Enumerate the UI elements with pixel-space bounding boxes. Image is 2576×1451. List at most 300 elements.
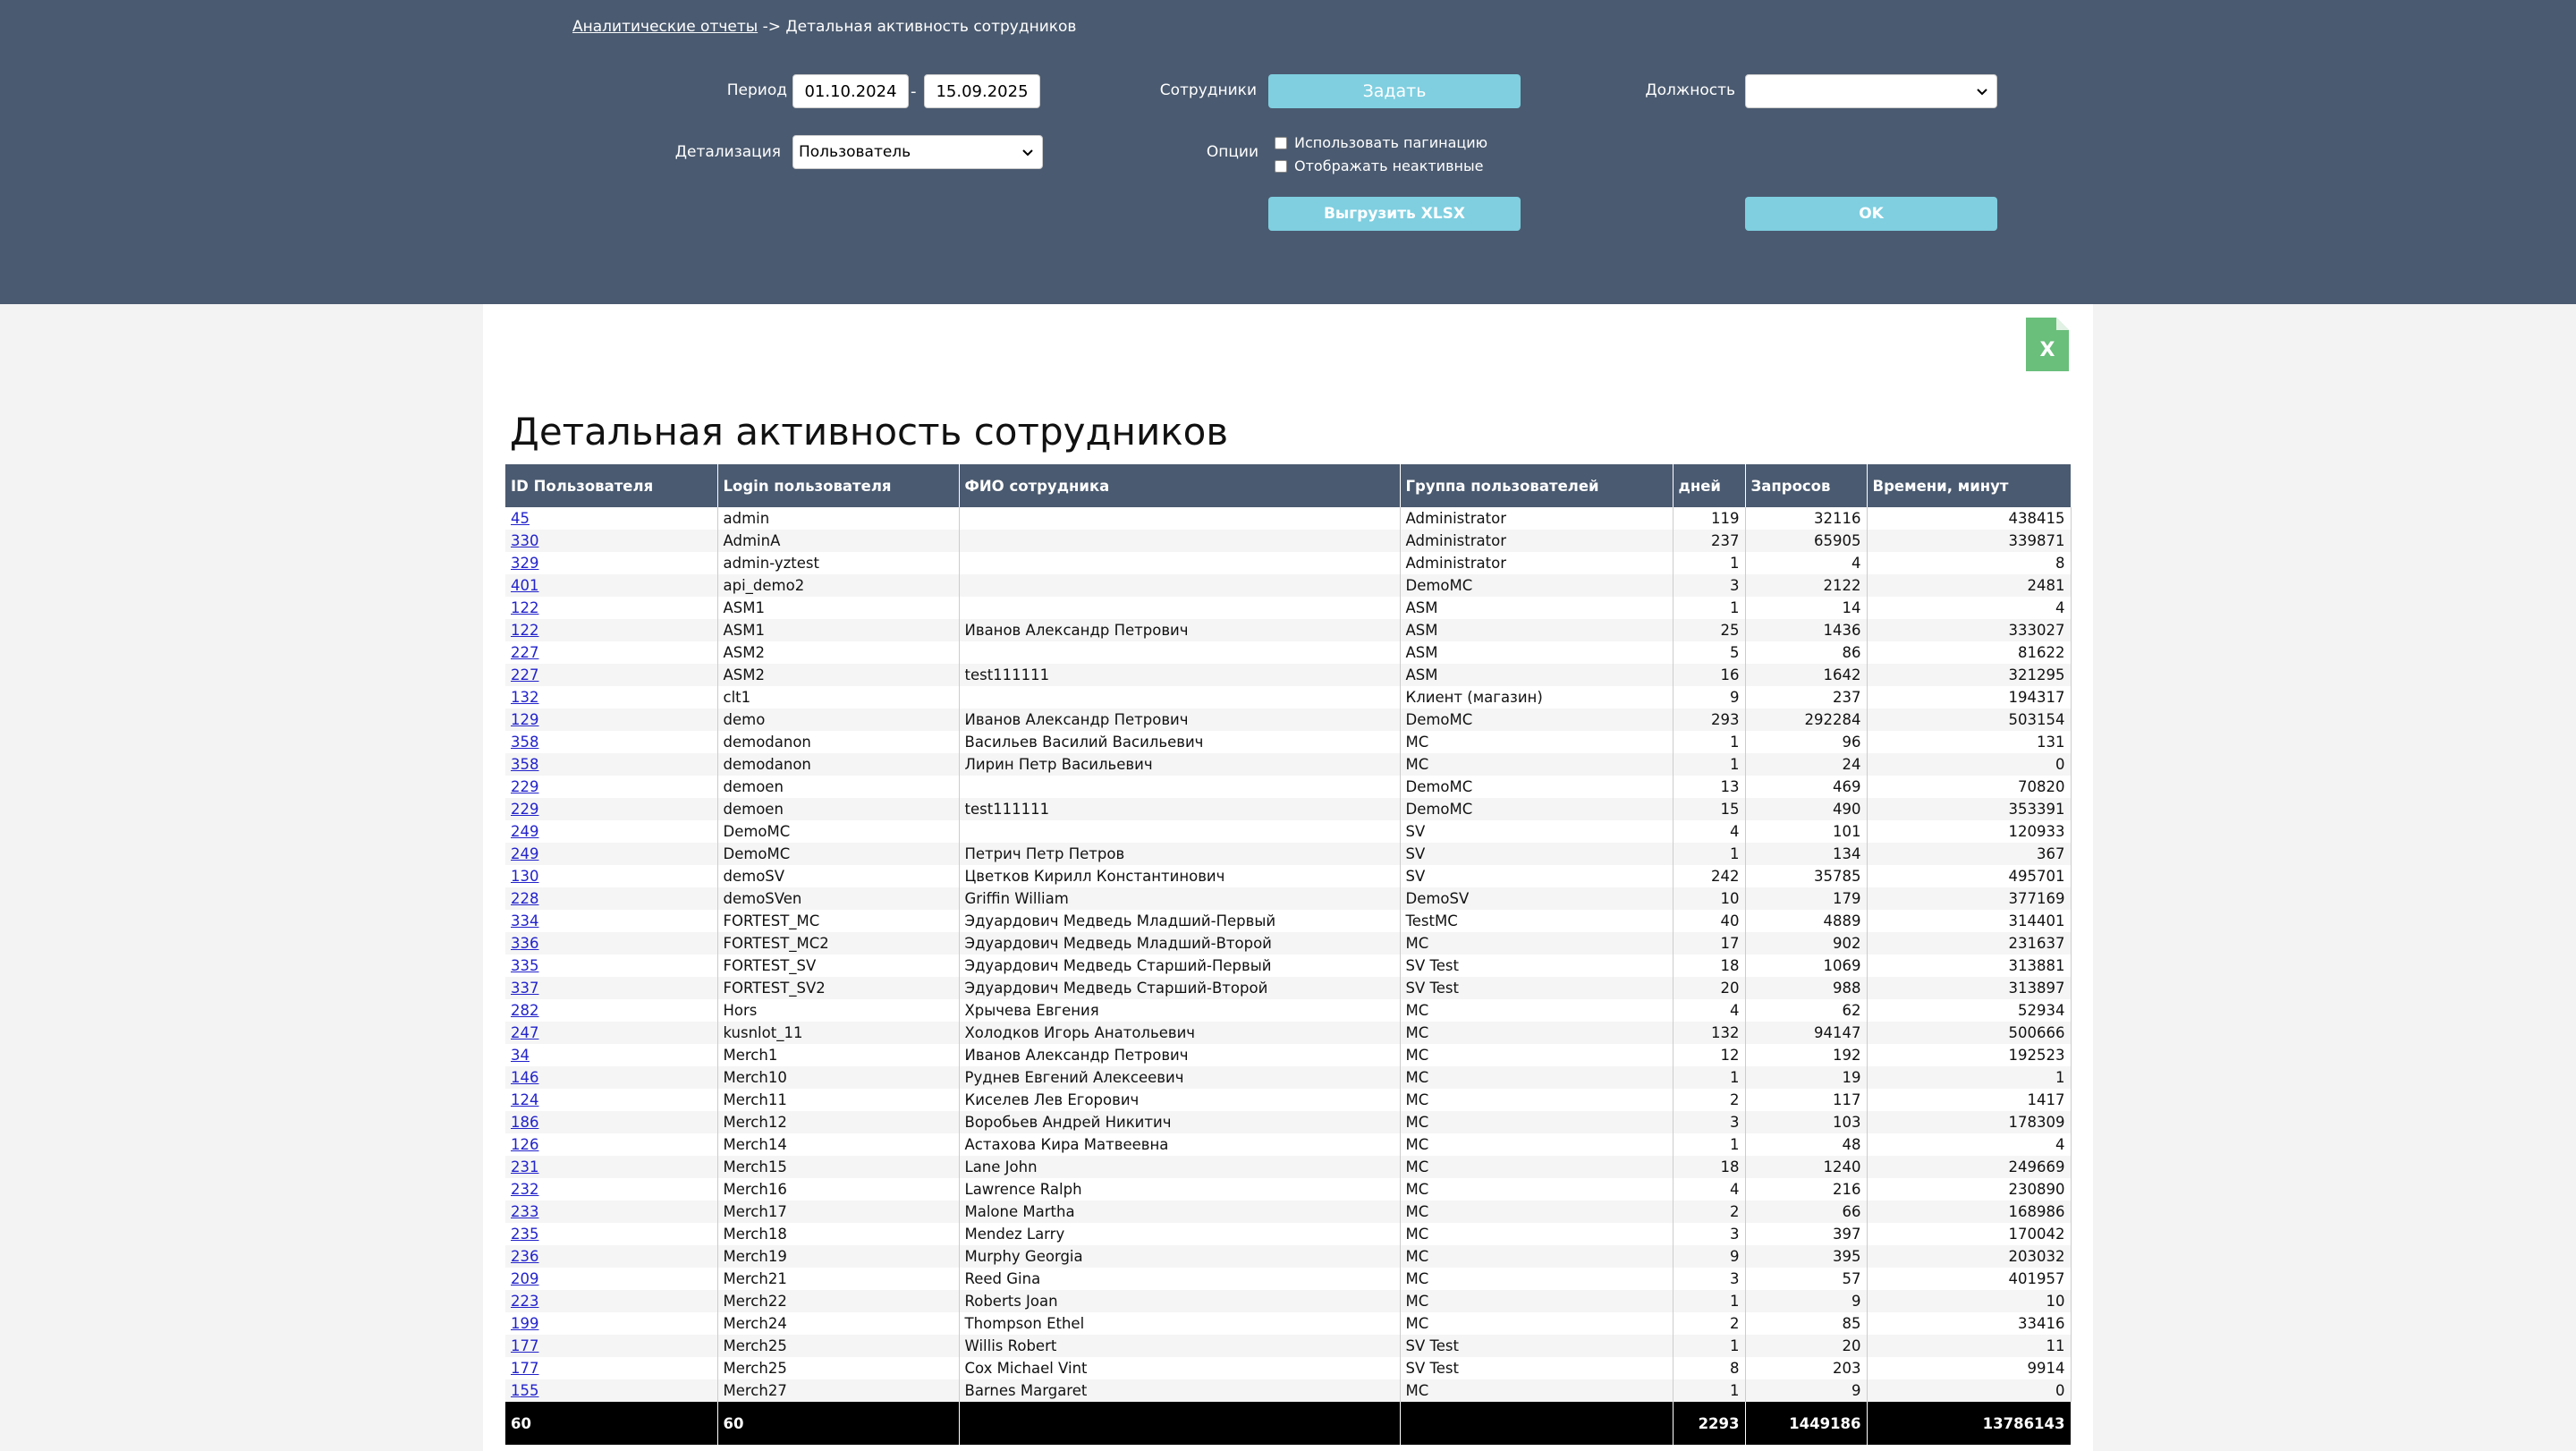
set-employees-button[interactable]: Задать [1268, 74, 1521, 108]
cell-requests: 32116 [1745, 507, 1867, 530]
user-id-link[interactable]: 122 [511, 599, 539, 616]
cell-requests: 9 [1745, 1290, 1867, 1312]
cell-full-name: Эдуардович Медведь Старший-Первый [959, 955, 1400, 977]
total-logins: 60 [717, 1402, 959, 1445]
cell-user-group: Клиент (магазин) [1400, 686, 1673, 709]
cell-minutes: 170042 [1867, 1223, 2071, 1245]
cell-days: 3 [1673, 1111, 1745, 1133]
cell-login: FORTEST_MC2 [717, 932, 959, 955]
user-id-link[interactable]: 233 [511, 1203, 539, 1220]
col-minutes[interactable]: Времени, минут [1867, 464, 2071, 507]
cell-days: 1 [1673, 753, 1745, 776]
user-id-link[interactable]: 34 [511, 1047, 530, 1064]
cell-full-name: Иванов Александр Петрович [959, 619, 1400, 641]
cell-requests: 203 [1745, 1357, 1867, 1379]
cell-user-id [505, 776, 717, 798]
user-id-link[interactable]: 132 [511, 689, 539, 706]
table-header-row [505, 464, 2071, 507]
cell-requests: 179 [1745, 887, 1867, 910]
cell-minutes: 1 [1867, 1066, 2071, 1089]
cell-requests: 902 [1745, 932, 1867, 955]
cell-user-group: MC [1400, 1089, 1673, 1111]
detail-select[interactable] [792, 135, 1043, 169]
cell-full-name: Malone Martha [959, 1201, 1400, 1223]
col-user-id[interactable]: ID Пользователя [505, 464, 717, 507]
cell-user-group: SV [1400, 820, 1673, 843]
user-id-link[interactable]: 146 [511, 1069, 539, 1086]
cell-user-id [505, 1066, 717, 1089]
cell-full-name: Murphy Georgia [959, 1245, 1400, 1268]
cell-days: 1 [1673, 1290, 1745, 1312]
cell-full-name: Холодков Игорь Анатольевич [959, 1022, 1400, 1044]
cell-minutes: 401957 [1867, 1268, 2071, 1290]
cell-days: 1 [1673, 843, 1745, 865]
cell-login: DemoMC [717, 820, 959, 843]
cell-minutes: 321295 [1867, 664, 2071, 686]
table-row [505, 1245, 2071, 1268]
user-id-link[interactable]: 401 [511, 577, 539, 594]
cell-user-group: SV [1400, 865, 1673, 887]
cell-login: Merch25 [717, 1357, 959, 1379]
cell-full-name: Воробьев Андрей Никитич [959, 1111, 1400, 1133]
cell-login: ASM1 [717, 597, 959, 619]
cell-user-id [505, 865, 717, 887]
table-row [505, 1312, 2071, 1335]
user-id-link[interactable]: 249 [511, 823, 539, 840]
cell-days: 3 [1673, 574, 1745, 597]
cell-user-id [505, 686, 717, 709]
cell-user-id [505, 887, 717, 910]
cell-requests: 117 [1745, 1089, 1867, 1111]
user-id-link[interactable]: 155 [511, 1382, 539, 1399]
cell-full-name: Иванов Александр Петрович [959, 709, 1400, 731]
cell-user-group: TestMC [1400, 910, 1673, 932]
cell-requests: 19 [1745, 1066, 1867, 1089]
user-id-link[interactable]: 334 [511, 912, 539, 929]
cell-user-group: MC [1400, 1022, 1673, 1044]
cell-minutes: 500666 [1867, 1022, 2071, 1044]
user-id-link[interactable]: 336 [511, 935, 539, 952]
cell-days: 15 [1673, 798, 1745, 820]
user-id-link[interactable]: 223 [511, 1293, 539, 1310]
cell-minutes: 10 [1867, 1290, 2071, 1312]
cell-login: Merch11 [717, 1089, 959, 1111]
cell-days: 8 [1673, 1357, 1745, 1379]
cell-full-name: Лирин Петр Васильевич [959, 753, 1400, 776]
cell-requests: 35785 [1745, 865, 1867, 887]
cell-minutes: 81622 [1867, 641, 2071, 664]
table-row [505, 887, 2071, 910]
cell-login: demoen [717, 776, 959, 798]
breadcrumb-separator: -> [758, 18, 786, 36]
cell-minutes: 249669 [1867, 1156, 2071, 1178]
table-row [505, 843, 2071, 865]
user-id-link[interactable]: 330 [511, 532, 539, 549]
cell-login: ASM2 [717, 664, 959, 686]
position-select[interactable] [1745, 74, 1997, 108]
cell-full-name: Mendez Larry [959, 1223, 1400, 1245]
cell-requests: 292284 [1745, 709, 1867, 731]
total-days: 2293 [1673, 1402, 1745, 1445]
cell-minutes: 33416 [1867, 1312, 2071, 1335]
cell-days: 18 [1673, 955, 1745, 977]
cell-minutes: 367 [1867, 843, 2071, 865]
col-requests[interactable]: Запросов [1745, 464, 1867, 507]
col-full-name[interactable]: ФИО сотрудника [959, 464, 1400, 507]
cell-requests: 20 [1745, 1335, 1867, 1357]
user-id-link[interactable]: 247 [511, 1024, 539, 1041]
cell-user-group: ASM [1400, 597, 1673, 619]
cell-requests: 101 [1745, 820, 1867, 843]
cell-user-group: Administrator [1400, 507, 1673, 530]
cell-requests: 1069 [1745, 955, 1867, 977]
cell-user-id [505, 1335, 717, 1357]
cell-login: Merch22 [717, 1290, 959, 1312]
cell-full-name: Cox Michael Vint [959, 1357, 1400, 1379]
col-user-group[interactable]: Группа пользователей [1400, 464, 1673, 507]
table-row [505, 753, 2071, 776]
table-row [505, 1089, 2071, 1111]
cell-full-name: Цветков Кирилл Константинович [959, 865, 1400, 887]
table-row [505, 1290, 2071, 1312]
user-id-link[interactable]: 329 [511, 555, 539, 572]
user-id-link[interactable]: 358 [511, 756, 539, 773]
cell-user-id [505, 932, 717, 955]
breadcrumb-link-reports[interactable]: Аналитические отчеты [572, 18, 758, 36]
cell-days: 3 [1673, 1268, 1745, 1290]
pagination-option[interactable] [1275, 134, 1487, 151]
user-id-link[interactable]: 335 [511, 957, 539, 974]
user-id-link[interactable]: 227 [511, 666, 539, 683]
table-row [505, 999, 2071, 1022]
cell-requests: 237 [1745, 686, 1867, 709]
cell-full-name: Астахова Кира Матвеевна [959, 1133, 1400, 1156]
date-to-input[interactable] [924, 74, 1040, 108]
activity-table [505, 464, 2072, 1445]
table-row [505, 1223, 2071, 1245]
cell-user-group: ASM [1400, 619, 1673, 641]
cell-login: Merch25 [717, 1335, 959, 1357]
table-row [505, 820, 2071, 843]
cell-days: 18 [1673, 1156, 1745, 1178]
cell-user-group: MC [1400, 731, 1673, 753]
cell-days: 4 [1673, 1178, 1745, 1201]
cell-user-group: MC [1400, 1111, 1673, 1133]
cell-requests: 988 [1745, 977, 1867, 999]
cell-login: demoSVen [717, 887, 959, 910]
cell-user-id [505, 798, 717, 820]
chevron-down-icon [1022, 148, 1033, 158]
cell-user-id [505, 753, 717, 776]
user-id-link[interactable]: 249 [511, 845, 539, 862]
cell-user-group: SV [1400, 843, 1673, 865]
cell-user-id [505, 552, 717, 574]
options-label: Опции [1206, 143, 1258, 161]
table-row [505, 798, 2071, 820]
cell-full-name [959, 597, 1400, 619]
cell-login: kusnlot_11 [717, 1022, 959, 1044]
cell-login: demodanon [717, 731, 959, 753]
table-row [505, 1268, 2071, 1290]
cell-user-id [505, 1044, 717, 1066]
cell-full-name: Roberts Joan [959, 1290, 1400, 1312]
excel-download-icon[interactable] [2026, 318, 2069, 371]
cell-requests: 490 [1745, 798, 1867, 820]
employees-label: Сотрудники [1159, 81, 1257, 99]
user-id-link[interactable]: 199 [511, 1315, 539, 1332]
cell-login: admin-yztest [717, 552, 959, 574]
cell-requests: 65905 [1745, 530, 1867, 552]
cell-full-name [959, 552, 1400, 574]
cell-minutes: 192523 [1867, 1044, 2071, 1066]
table-row [505, 776, 2071, 798]
cell-minutes: 4 [1867, 597, 2071, 619]
cell-full-name: Эдуардович Медведь Младший-Первый [959, 910, 1400, 932]
cell-user-id [505, 1178, 717, 1201]
cell-minutes: 4 [1867, 1133, 2071, 1156]
cell-login: Merch17 [717, 1201, 959, 1223]
cell-requests: 85 [1745, 1312, 1867, 1335]
cell-user-id [505, 955, 717, 977]
cell-requests: 2122 [1745, 574, 1867, 597]
total-empty [1400, 1402, 1673, 1445]
cell-requests: 103 [1745, 1111, 1867, 1133]
cell-full-name [959, 507, 1400, 530]
cell-user-group: MC [1400, 1066, 1673, 1089]
table-row [505, 664, 2071, 686]
col-login[interactable]: Login пользователя [717, 464, 959, 507]
table-row [505, 1066, 2071, 1089]
user-id-link[interactable]: 130 [511, 868, 539, 885]
cell-user-group: MC [1400, 1178, 1673, 1201]
cell-login: ASM1 [717, 619, 959, 641]
cell-user-id [505, 1133, 717, 1156]
user-id-link[interactable]: 126 [511, 1136, 539, 1153]
cell-days: 242 [1673, 865, 1745, 887]
cell-login: ASM2 [717, 641, 959, 664]
detail-label: Детализация [674, 143, 781, 161]
user-id-link[interactable]: 209 [511, 1270, 539, 1287]
cell-full-name [959, 820, 1400, 843]
cell-user-group: MC [1400, 1223, 1673, 1245]
user-id-link[interactable]: 177 [511, 1360, 539, 1377]
user-id-link[interactable]: 229 [511, 801, 539, 818]
pagination-checkbox[interactable] [1275, 137, 1287, 149]
cell-requests: 96 [1745, 731, 1867, 753]
cell-user-group: MC [1400, 1156, 1673, 1178]
cell-user-id [505, 709, 717, 731]
cell-days: 4 [1673, 820, 1745, 843]
cell-days: 4 [1673, 999, 1745, 1022]
cell-minutes: 503154 [1867, 709, 2071, 731]
cell-login: api_demo2 [717, 574, 959, 597]
cell-user-id [505, 1156, 717, 1178]
cell-requests: 469 [1745, 776, 1867, 798]
cell-requests: 62 [1745, 999, 1867, 1022]
cell-user-group: MC [1400, 1133, 1673, 1156]
cell-days: 237 [1673, 530, 1745, 552]
user-id-link[interactable]: 358 [511, 734, 539, 751]
cell-login: FORTEST_SV [717, 955, 959, 977]
table-row [505, 977, 2071, 999]
cell-user-group: Administrator [1400, 530, 1673, 552]
cell-minutes: 313897 [1867, 977, 2071, 999]
total-ids: 60 [505, 1402, 717, 1445]
cell-user-group: DemoMC [1400, 776, 1673, 798]
cell-user-group: SV Test [1400, 1335, 1673, 1357]
table-row [505, 1357, 2071, 1379]
cell-minutes: 8 [1867, 552, 2071, 574]
table-row [505, 1133, 2071, 1156]
cell-days: 1 [1673, 1335, 1745, 1357]
cell-full-name: Willis Robert [959, 1335, 1400, 1357]
position-label: Должность [1645, 81, 1735, 99]
cell-requests: 395 [1745, 1245, 1867, 1268]
user-id-link[interactable]: 231 [511, 1158, 539, 1175]
report-title: Детальная активность сотрудников [510, 410, 1229, 454]
cell-user-group: MC [1400, 1268, 1673, 1290]
cell-user-id [505, 910, 717, 932]
table-row [505, 932, 2071, 955]
cell-user-id [505, 731, 717, 753]
cell-full-name: Barnes Margaret [959, 1379, 1400, 1402]
cell-minutes: 314401 [1867, 910, 2071, 932]
cell-user-id [505, 1089, 717, 1111]
cell-full-name [959, 686, 1400, 709]
user-id-link[interactable]: 186 [511, 1114, 539, 1131]
excel-file-icon [2026, 318, 2069, 371]
cell-requests: 1436 [1745, 619, 1867, 641]
user-id-link[interactable]: 129 [511, 711, 539, 728]
cell-days: 9 [1673, 1245, 1745, 1268]
cell-user-id [505, 1201, 717, 1223]
date-from-input[interactable] [792, 74, 909, 108]
cell-login: demo [717, 709, 959, 731]
user-id-link[interactable]: 235 [511, 1226, 539, 1243]
user-id-link[interactable]: 232 [511, 1181, 539, 1198]
cell-minutes: 0 [1867, 753, 2071, 776]
cell-days: 2 [1673, 1312, 1745, 1335]
cell-user-id [505, 507, 717, 530]
cell-requests: 24 [1745, 753, 1867, 776]
cell-days: 10 [1673, 887, 1745, 910]
user-id-link[interactable]: 337 [511, 980, 539, 997]
inactive-checkbox[interactable] [1275, 160, 1287, 173]
col-days[interactable]: дней [1673, 464, 1745, 507]
cell-user-id [505, 641, 717, 664]
cell-user-group: SV Test [1400, 955, 1673, 977]
cell-user-id [505, 999, 717, 1022]
cell-login: demoen [717, 798, 959, 820]
user-id-link[interactable]: 124 [511, 1091, 539, 1108]
cell-login: Merch21 [717, 1268, 959, 1290]
cell-user-group: MC [1400, 932, 1673, 955]
cell-user-id [505, 1312, 717, 1335]
cell-full-name: Киселев Лев Егорович [959, 1089, 1400, 1111]
cell-login: Merch15 [717, 1156, 959, 1178]
cell-days: 1 [1673, 731, 1745, 753]
table-row [505, 552, 2071, 574]
cell-full-name: Петрич Петр Петров [959, 843, 1400, 865]
cell-user-group: MC [1400, 999, 1673, 1022]
inactive-option[interactable] [1275, 157, 1483, 174]
cell-login: Merch27 [717, 1379, 959, 1402]
cell-requests: 57 [1745, 1268, 1867, 1290]
cell-minutes: 495701 [1867, 865, 2071, 887]
user-id-link[interactable]: 228 [511, 890, 539, 907]
cell-minutes: 203032 [1867, 1245, 2071, 1268]
cell-minutes: 353391 [1867, 798, 2071, 820]
cell-user-id [505, 1290, 717, 1312]
user-id-link[interactable]: 229 [511, 778, 539, 795]
cell-user-group: MC [1400, 1201, 1673, 1223]
table-row [505, 530, 2071, 552]
cell-user-id [505, 1357, 717, 1379]
total-minutes: 13786143 [1867, 1402, 2071, 1445]
table-row [505, 865, 2071, 887]
table-row [505, 731, 2071, 753]
cell-minutes: 230890 [1867, 1178, 2071, 1201]
cell-days: 3 [1673, 1223, 1745, 1245]
cell-minutes: 377169 [1867, 887, 2071, 910]
table-row [505, 641, 2071, 664]
cell-full-name: Васильев Василий Васильевич [959, 731, 1400, 753]
cell-full-name: Хрычева Евгения [959, 999, 1400, 1022]
cell-login: demoSV [717, 865, 959, 887]
cell-days: 1 [1673, 1133, 1745, 1156]
cell-user-id [505, 1245, 717, 1268]
user-id-link[interactable]: 227 [511, 644, 539, 661]
cell-days: 40 [1673, 910, 1745, 932]
cell-user-id [505, 1111, 717, 1133]
cell-requests: 4889 [1745, 910, 1867, 932]
cell-days: 17 [1673, 932, 1745, 955]
cell-requests: 134 [1745, 843, 1867, 865]
user-id-link[interactable]: 45 [511, 510, 530, 527]
cell-login: Merch16 [717, 1178, 959, 1201]
user-id-link[interactable]: 236 [511, 1248, 539, 1265]
cell-user-group: MC [1400, 1245, 1673, 1268]
cell-days: 16 [1673, 664, 1745, 686]
cell-user-group: MC [1400, 1290, 1673, 1312]
cell-user-group: Administrator [1400, 552, 1673, 574]
cell-minutes: 11 [1867, 1335, 2071, 1357]
export-xlsx-button[interactable]: Выгрузить XLSX [1268, 197, 1521, 231]
cell-days: 2 [1673, 1089, 1745, 1111]
table-row [505, 1178, 2071, 1201]
user-id-link[interactable]: 282 [511, 1002, 539, 1019]
cell-user-group: DemoMC [1400, 709, 1673, 731]
cell-requests: 9 [1745, 1379, 1867, 1402]
breadcrumb [572, 18, 1076, 36]
cell-login: Merch1 [717, 1044, 959, 1066]
cell-login: AdminA [717, 530, 959, 552]
cell-login: Merch14 [717, 1133, 959, 1156]
cell-days: 1 [1673, 597, 1745, 619]
cell-full-name: Griffin William [959, 887, 1400, 910]
totals-row [505, 1402, 2071, 1445]
cell-user-id [505, 530, 717, 552]
user-id-link[interactable]: 177 [511, 1337, 539, 1354]
cell-login: FORTEST_MC [717, 910, 959, 932]
cell-minutes: 231637 [1867, 932, 2071, 955]
cell-user-id [505, 664, 717, 686]
cell-full-name: Иванов Александр Петрович [959, 1044, 1400, 1066]
cell-requests: 48 [1745, 1133, 1867, 1156]
user-id-link[interactable]: 122 [511, 622, 539, 639]
total-empty [959, 1402, 1400, 1445]
ok-button[interactable]: OK [1745, 197, 1997, 231]
